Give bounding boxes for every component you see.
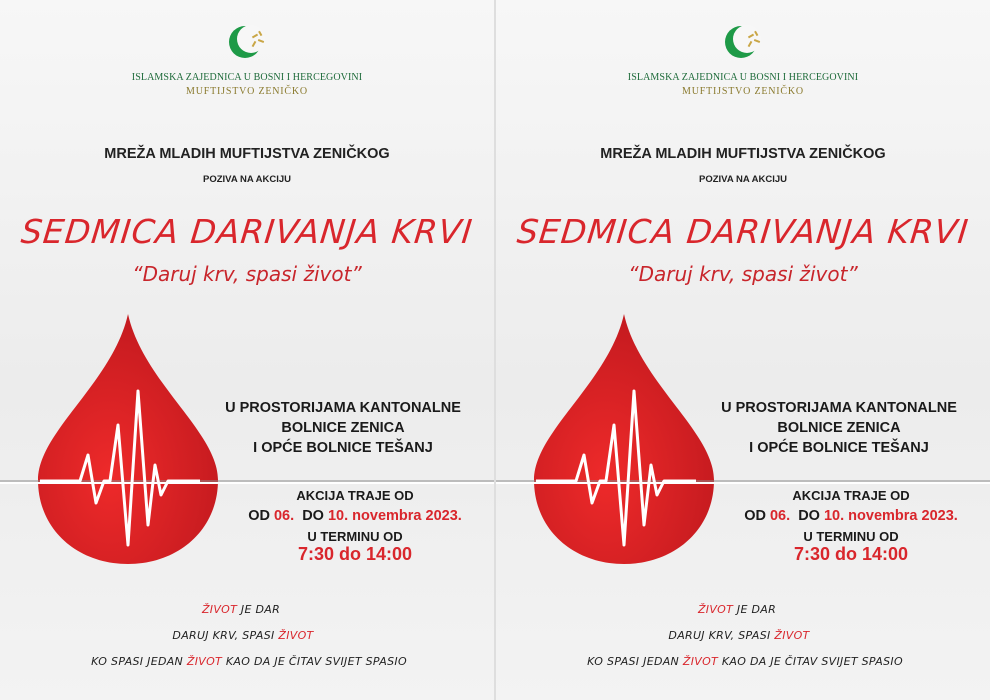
network-title: MREŽA MLADIH MUFTIJSTVA ZENIČKOG [600,146,886,162]
duration-label: AKCIJA TRAJE OD [296,488,414,503]
time-range: 7:30 do 14:00 [297,544,413,564]
event-title: SEDMICA DARIVANJA KRVI [19,212,475,251]
quote-line-2: DARUJ KRV, SPASI ŽIVOT [172,629,314,642]
organization-name: ISLAMSKA ZAJEDNICA U BOSNI I HERCEGOVINI [627,72,859,83]
quote-line-1: ŽIVOT JE DAR [201,603,281,616]
quote-line-2: DARUJ KRV, SPASI ŽIVOT [668,629,810,642]
muftiate-name: MUFTIJSTVO ZENIČKO [682,86,804,97]
quote-line-3: KO SPASI JEDAN ŽIVOT KAO DA JE ČITAV SVIJET SPASIO [91,655,407,668]
date-range: OD 06. DO 10. novembra 2023. [248,508,462,524]
time-label: U TERMINU OD [307,529,403,544]
ecg-pulse-icon [40,385,200,555]
time-label: U TERMINU OD [803,529,899,544]
location-info: U PROSTORIJAMA KANTONALNE BOLNICE ZENICA I OPĆE BOLNICE TEŠANJ [721,400,957,456]
poster-left [0,0,494,700]
ecg-pulse-icon [536,385,696,555]
muftiate-name: MUFTIJSTVO ZENIČKO [186,86,308,97]
invite-text: POZIVA NA AKCIJU [699,174,787,185]
poster-right [496,0,990,700]
event-slogan: “Daruj krv, spasi život” [628,262,858,286]
duration-label: AKCIJA TRAJE OD [792,488,910,503]
date-range: OD 06. DO 10. novembra 2023. [744,508,958,524]
network-title: MREŽA MLADIH MUFTIJSTVA ZENIČKOG [104,146,390,162]
quote-line-1: ŽIVOT JE DAR [697,603,777,616]
invite-text: POZIVA NA AKCIJU [203,174,291,185]
event-slogan: “Daruj krv, spasi život” [132,262,362,286]
organization-name: ISLAMSKA ZAJEDNICA U BOSNI I HERCEGOVINI [131,72,363,83]
event-title: SEDMICA DARIVANJA KRVI [515,212,971,251]
crescent-star-icon [496,22,990,62]
crescent-star-icon [0,22,494,62]
time-range: 7:30 do 14:00 [793,544,909,564]
location-info: U PROSTORIJAMA KANTONALNE BOLNICE ZENICA I OPĆE BOLNICE TEŠANJ [225,400,461,456]
quote-line-3: KO SPASI JEDAN ŽIVOT KAO DA JE ČITAV SVIJET SPASIO [587,655,903,668]
